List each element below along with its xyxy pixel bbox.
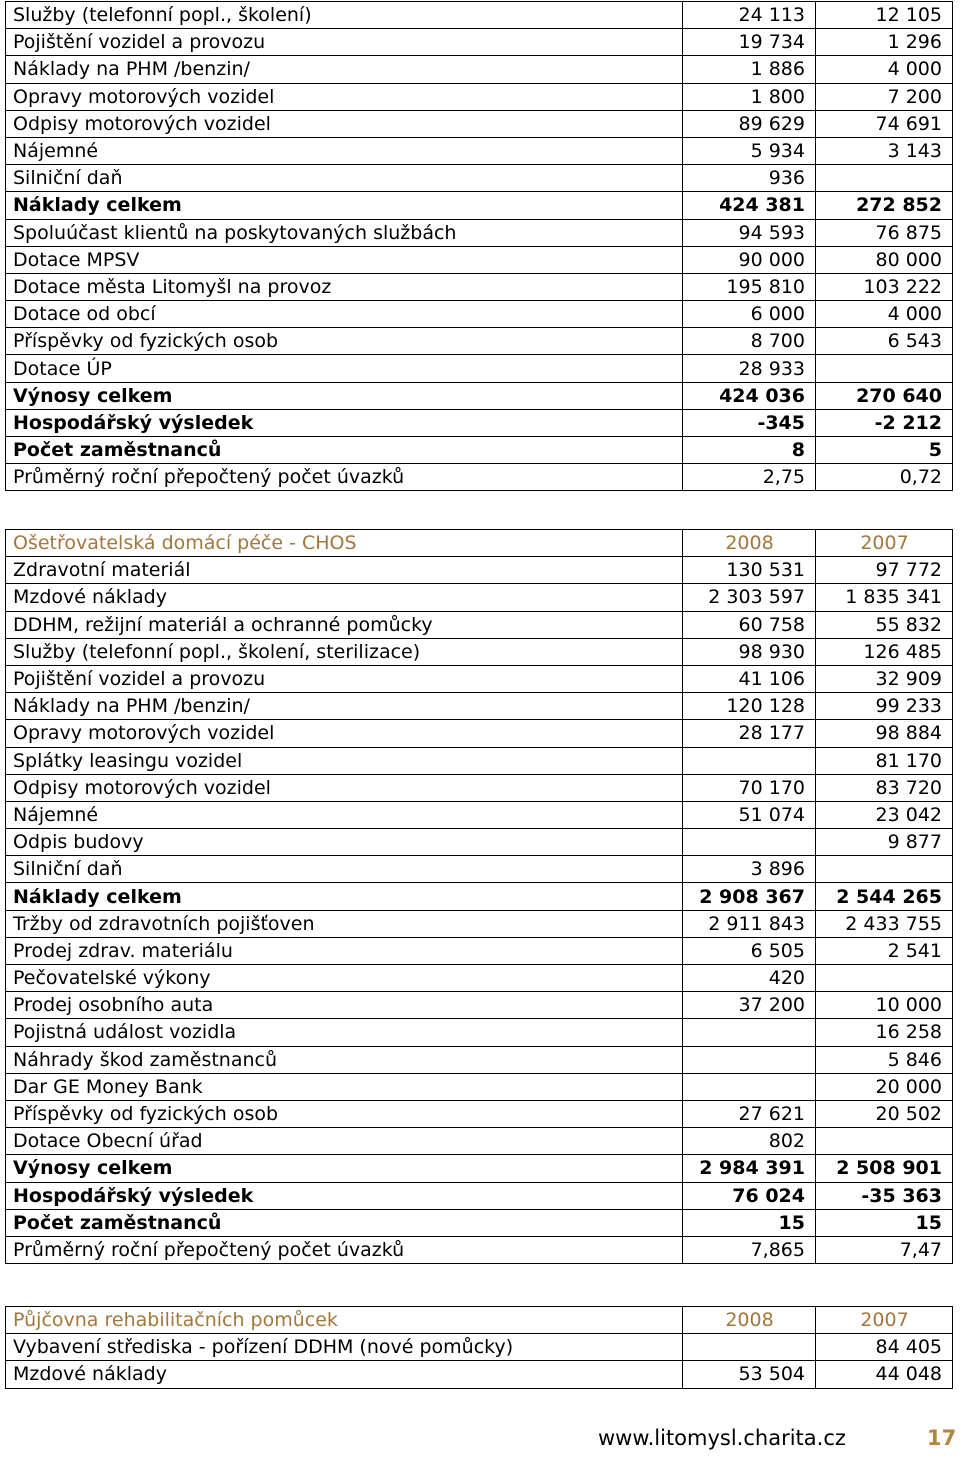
value-2007: 5 846 (816, 1046, 953, 1073)
row-label: Pečovatelské výkony (6, 965, 683, 992)
row-label: Dar GE Money Bank (6, 1073, 683, 1100)
value-2007: 20 000 (816, 1073, 953, 1100)
table-row (6, 328, 953, 355)
value-2008: 98 930 (683, 638, 816, 665)
value-2008: 2 911 843 (683, 910, 816, 937)
row-label: Odpisy motorových vozidel (6, 110, 683, 137)
value-2008: 27 621 (683, 1100, 816, 1127)
value-2008: 424 381 (683, 192, 816, 219)
year-header-2007: 2007 (816, 530, 953, 557)
value-2008: 2 303 597 (683, 584, 816, 611)
value-2007: 6 543 (816, 328, 953, 355)
row-label: Příspěvky od fyzických osob (6, 328, 683, 355)
table-row (6, 965, 953, 992)
table-row (6, 992, 953, 1019)
row-label: Náklady na PHM /benzin/ (6, 56, 683, 83)
value-2007: 103 222 (816, 273, 953, 300)
row-label: Služby (telefonní popl., školení) (6, 2, 683, 29)
table-row (6, 720, 953, 747)
table-row (6, 747, 953, 774)
value-2007: 12 105 (816, 2, 953, 29)
row-label: Výnosy celkem (6, 382, 683, 409)
row-label: Nájemné (6, 801, 683, 828)
value-2007: 7 200 (816, 83, 953, 110)
row-label: Náklady celkem (6, 883, 683, 910)
table-row (6, 1073, 953, 1100)
value-2008: 28 933 (683, 355, 816, 382)
value-2007: 76 875 (816, 219, 953, 246)
value-2008: 19 734 (683, 29, 816, 56)
value-2007: 9 877 (816, 829, 953, 856)
row-label: DDHM, režijní materiál a ochranné pomůcky (6, 611, 683, 638)
value-2007: 16 258 (816, 1019, 953, 1046)
cost-table-rehab-aids-rental (5, 1306, 953, 1389)
value-2008: 420 (683, 965, 816, 992)
row-label: Pojištění vozidel a provozu (6, 29, 683, 56)
row-label: Dotace ÚP (6, 355, 683, 382)
value-2008 (683, 1046, 816, 1073)
table-row (6, 464, 953, 491)
page-number: 17 (927, 1426, 957, 1450)
value-2007: 20 502 (816, 1100, 953, 1127)
row-label: Odpis budovy (6, 829, 683, 856)
row-label: Náhrady škod zaměstnanců (6, 1046, 683, 1073)
table-row (6, 437, 953, 464)
row-label: Hospodářský výsledek (6, 409, 683, 436)
table-row (6, 165, 953, 192)
table-row (6, 56, 953, 83)
value-2008: 1 886 (683, 56, 816, 83)
table-row (6, 1128, 953, 1155)
row-label: Výnosy celkem (6, 1155, 683, 1182)
value-2007: 1 296 (816, 29, 953, 56)
table-row (6, 219, 953, 246)
year-header-2008: 2008 (683, 1307, 816, 1334)
value-2007: 126 485 (816, 638, 953, 665)
table-row (6, 355, 953, 382)
value-2007: 2 544 265 (816, 883, 953, 910)
year-header-2008: 2008 (683, 530, 816, 557)
table-row (6, 83, 953, 110)
value-2008: 2 984 391 (683, 1155, 816, 1182)
section-header-row (6, 530, 953, 557)
year-header-2007: 2007 (816, 1307, 953, 1334)
footer-website-link[interactable]: www.litomysl.charita.cz (598, 1426, 846, 1450)
value-2007 (816, 165, 953, 192)
value-2007: 55 832 (816, 611, 953, 638)
table-row (6, 409, 953, 436)
value-2008: 15 (683, 1209, 816, 1236)
value-2008: 8 (683, 437, 816, 464)
value-2007 (816, 1128, 953, 1155)
cost-table-section-1 (5, 1, 953, 491)
row-label: Odpisy motorových vozidel (6, 774, 683, 801)
value-2008: 94 593 (683, 219, 816, 246)
value-2008: 89 629 (683, 110, 816, 137)
section-title: Ošetřovatelská domácí péče - CHOS (6, 530, 683, 557)
table-row (6, 1361, 953, 1388)
value-2007: 270 640 (816, 382, 953, 409)
row-label: Dotace města Litomyšl na provoz (6, 273, 683, 300)
row-label: Pojištění vozidel a provozu (6, 665, 683, 692)
row-label: Dotace MPSV (6, 246, 683, 273)
value-2007: 99 233 (816, 693, 953, 720)
row-label: Příspěvky od fyzických osob (6, 1100, 683, 1127)
value-2008: 24 113 (683, 2, 816, 29)
value-2007: 2 541 (816, 937, 953, 964)
value-2007: 81 170 (816, 747, 953, 774)
value-2008: 936 (683, 165, 816, 192)
table-row (6, 1046, 953, 1073)
value-2008: 195 810 (683, 273, 816, 300)
cost-table-home-care-chos (5, 529, 953, 1264)
row-label: Tržby od zdravotních pojišťoven (6, 910, 683, 937)
table-row (6, 856, 953, 883)
value-2008 (683, 1073, 816, 1100)
value-2008: 120 128 (683, 693, 816, 720)
value-2007: 2 508 901 (816, 1155, 953, 1182)
value-2008: 70 170 (683, 774, 816, 801)
value-2007: 23 042 (816, 801, 953, 828)
value-2007: 2 433 755 (816, 910, 953, 937)
value-2007: 97 772 (816, 557, 953, 584)
value-2007: 98 884 (816, 720, 953, 747)
value-2008: 6 000 (683, 301, 816, 328)
row-label: Dotace Obecní úřad (6, 1128, 683, 1155)
table-row (6, 937, 953, 964)
value-2007: 84 405 (816, 1334, 953, 1361)
table-row (6, 382, 953, 409)
value-2008: 130 531 (683, 557, 816, 584)
value-2008: 60 758 (683, 611, 816, 638)
value-2008: 2,75 (683, 464, 816, 491)
value-2007: -2 212 (816, 409, 953, 436)
table-row (6, 301, 953, 328)
value-2007: 80 000 (816, 246, 953, 273)
table-row (6, 910, 953, 937)
section-title: Půjčovna rehabilitačních pomůcek (6, 1307, 683, 1334)
value-2008: 28 177 (683, 720, 816, 747)
value-2008: 1 800 (683, 83, 816, 110)
value-2007: 32 909 (816, 665, 953, 692)
table-row (6, 829, 953, 856)
value-2008 (683, 1019, 816, 1046)
value-2007: 44 048 (816, 1361, 953, 1388)
value-2008: 424 036 (683, 382, 816, 409)
table-row (6, 137, 953, 164)
row-label: Náklady na PHM /benzin/ (6, 693, 683, 720)
table-row (6, 1236, 953, 1263)
row-label: Vybavení střediska - pořízení DDHM (nové pomůcky) (6, 1334, 683, 1361)
value-2007: 74 691 (816, 110, 953, 137)
row-label: Prodej zdrav. materiálu (6, 937, 683, 964)
table-row (6, 29, 953, 56)
table-row (6, 638, 953, 665)
row-label: Průměrný roční přepočtený počet úvazků (6, 464, 683, 491)
row-label: Zdravotní materiál (6, 557, 683, 584)
table-row (6, 801, 953, 828)
value-2008: 7,865 (683, 1236, 816, 1263)
table-row (6, 1209, 953, 1236)
value-2008: 53 504 (683, 1361, 816, 1388)
value-2007: 0,72 (816, 464, 953, 491)
table-row (6, 246, 953, 273)
table-row (6, 1100, 953, 1127)
table-row (6, 665, 953, 692)
row-label: Náklady celkem (6, 192, 683, 219)
value-2008 (683, 829, 816, 856)
value-2008: 2 908 367 (683, 883, 816, 910)
value-2007 (816, 355, 953, 382)
row-label: Prodej osobního auta (6, 992, 683, 1019)
table-row (6, 584, 953, 611)
value-2007: 4 000 (816, 301, 953, 328)
table-row (6, 611, 953, 638)
value-2007: 10 000 (816, 992, 953, 1019)
value-2008: 8 700 (683, 328, 816, 355)
value-2008 (683, 747, 816, 774)
value-2008: 51 074 (683, 801, 816, 828)
value-2007: 7,47 (816, 1236, 953, 1263)
section-header-row (6, 1307, 953, 1334)
row-label: Spoluúčast klientů na poskytovaných službách (6, 219, 683, 246)
value-2007: 83 720 (816, 774, 953, 801)
row-label: Hospodářský výsledek (6, 1182, 683, 1209)
table-row (6, 1334, 953, 1361)
table-row (6, 1155, 953, 1182)
table-row (6, 2, 953, 29)
row-label: Mzdové náklady (6, 584, 683, 611)
value-2008: 5 934 (683, 137, 816, 164)
value-2007: 15 (816, 1209, 953, 1236)
value-2007: 4 000 (816, 56, 953, 83)
row-label: Pojistná událost vozidla (6, 1019, 683, 1046)
row-label: Silniční daň (6, 856, 683, 883)
value-2007 (816, 856, 953, 883)
value-2007: -35 363 (816, 1182, 953, 1209)
value-2007: 5 (816, 437, 953, 464)
row-label: Dotace od obcí (6, 301, 683, 328)
row-label: Mzdové náklady (6, 1361, 683, 1388)
value-2008: 90 000 (683, 246, 816, 273)
row-label: Nájemné (6, 137, 683, 164)
value-2007: 3 143 (816, 137, 953, 164)
row-label: Počet zaměstnanců (6, 437, 683, 464)
value-2008: 76 024 (683, 1182, 816, 1209)
row-label: Splátky leasingu vozidel (6, 747, 683, 774)
row-label: Průměrný roční přepočtený počet úvazků (6, 1236, 683, 1263)
table-row (6, 1182, 953, 1209)
row-label: Opravy motorových vozidel (6, 83, 683, 110)
value-2008: 6 505 (683, 937, 816, 964)
table-row (6, 883, 953, 910)
row-label: Počet zaměstnanců (6, 1209, 683, 1236)
table-row (6, 273, 953, 300)
table-row (6, 192, 953, 219)
value-2008: 3 896 (683, 856, 816, 883)
table-row (6, 1019, 953, 1046)
value-2008: 37 200 (683, 992, 816, 1019)
value-2008: 41 106 (683, 665, 816, 692)
value-2008 (683, 1334, 816, 1361)
row-label: Služby (telefonní popl., školení, sterilizace) (6, 638, 683, 665)
value-2007: 1 835 341 (816, 584, 953, 611)
row-label: Opravy motorových vozidel (6, 720, 683, 747)
value-2007 (816, 965, 953, 992)
row-label: Silniční daň (6, 165, 683, 192)
value-2008: -345 (683, 409, 816, 436)
table-row (6, 557, 953, 584)
value-2007: 272 852 (816, 192, 953, 219)
table-row (6, 774, 953, 801)
table-row (6, 110, 953, 137)
value-2008: 802 (683, 1128, 816, 1155)
table-row (6, 693, 953, 720)
